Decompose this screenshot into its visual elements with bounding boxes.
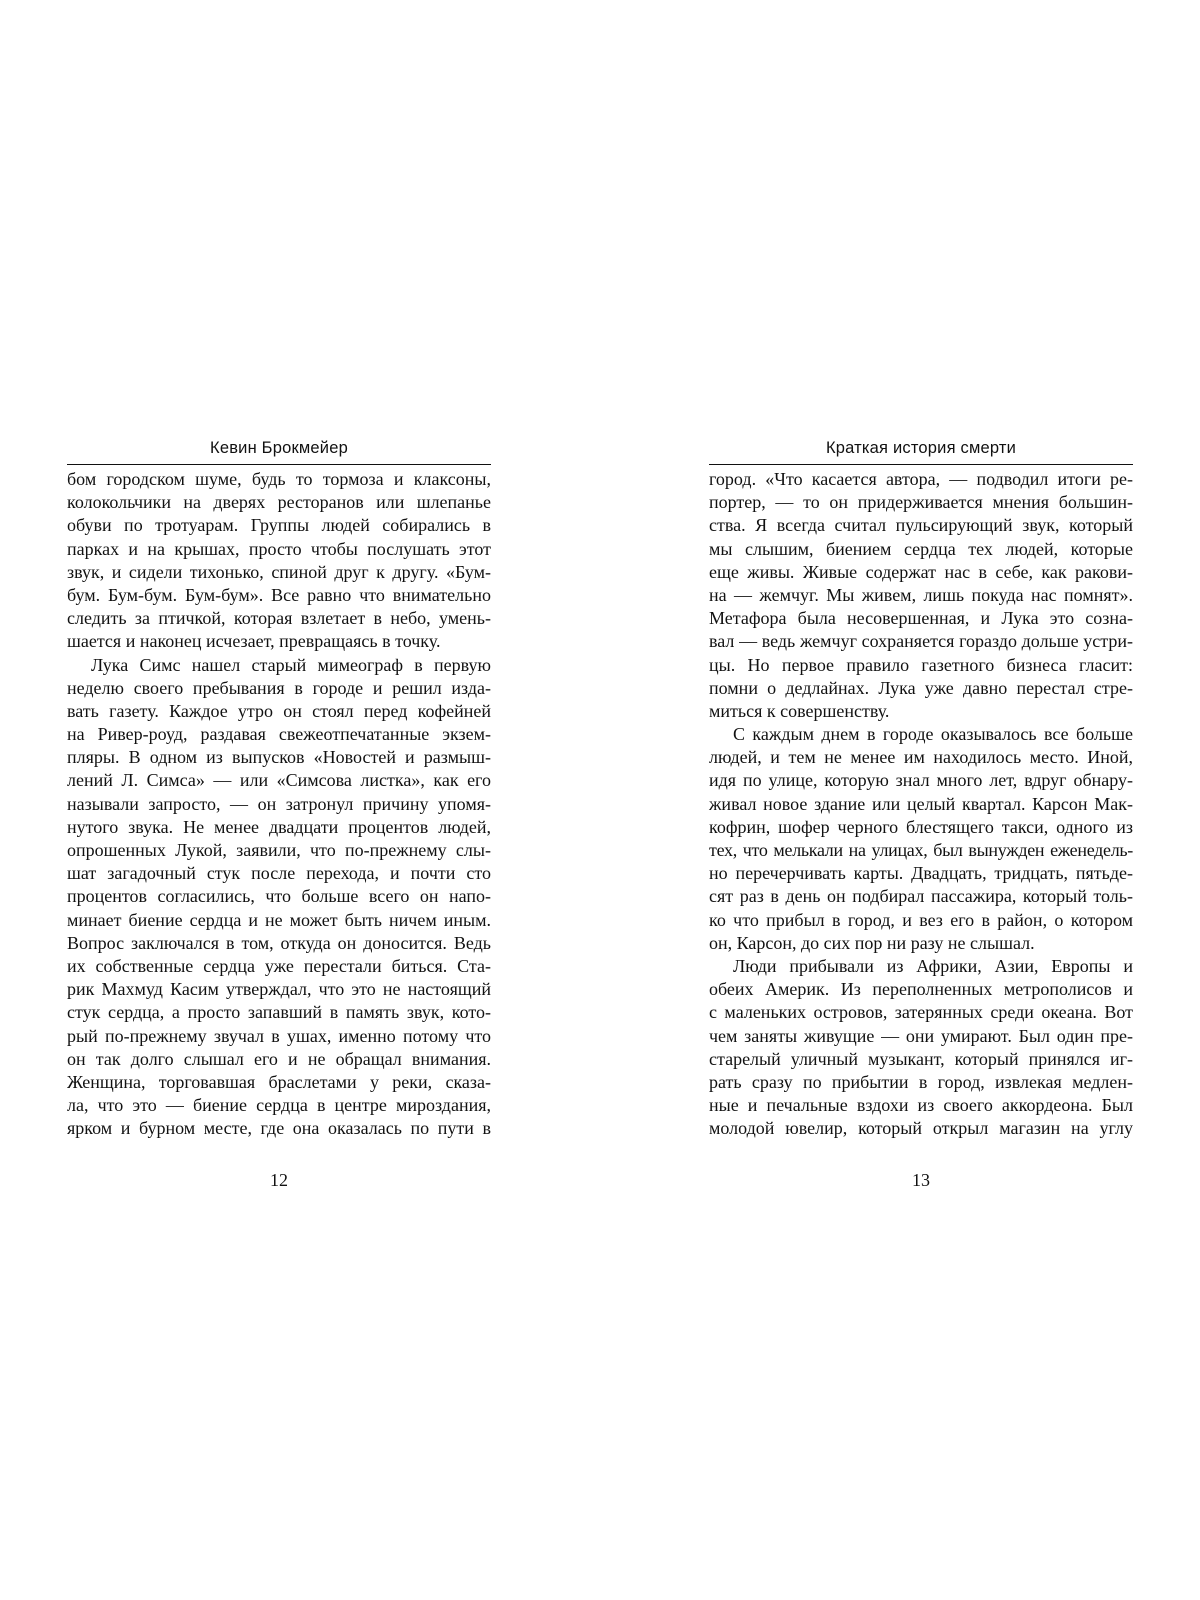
text-line: ные и печальные вздохи из своего аккордеона. Был [709,1095,1133,1116]
text-line: Метафора была несовершенная, и Лука это сознa- [709,608,1133,629]
text-line: Женщина, торговавшая браслетами у реки, сказа- [67,1071,491,1092]
text-line: Люди прибывали из Африки, Азии, Европы и [733,955,1133,976]
text-line: людей, и тем не менее им находилось место. Иной, [709,747,1133,768]
text-line: с маленьких островов, затерянных среди океана. Вот [709,1002,1133,1023]
text-line: на — жемчуг. Мы живем, лишь покуда нас помнят». [709,584,1133,605]
text-line: мы слышим, биением сердца тех людей, которые [709,538,1133,559]
text-line: еще живы. Живые содержат нас в себе, как ракови- [709,561,1133,582]
text-line: ства. Я всегда считал пульсирующий звук, который [709,515,1133,536]
text-line: следить за птичкой, которая взлетает в небо, умень- [67,608,491,629]
text-line: называли запросто, — он затронул причину упомя- [67,793,491,814]
text-line: ко что прибыл в город, и вез его в район, о котором [709,909,1133,930]
text-line: их собственные сердца уже перестали биться. Ста- [67,955,491,976]
text-line: обеих Америк. Из переполненных метрополисов и [709,979,1133,1000]
text-line: колокольчики на дверях ресторанов или шлепанье [67,492,491,513]
text-line: старелый уличный музыкант, который принялся иг- [709,1048,1133,1069]
text-line: пляры. В одном из выпусков «Новостей и размыш- [67,747,491,768]
page-number-right: 13 [912,1170,930,1190]
running-head-author: Кевин Брокмейер [67,438,491,465]
text-line: портер, — то он придерживается мнения большин- [709,492,1133,513]
text-line: рик Махмуд Касим утверждал, что это не настоящий [67,979,491,1000]
right-page-text [709,468,1133,1140]
text-line: чем заняты живущие — они умирают. Был один пре- [709,1025,1133,1046]
text-line: он, Карсон, до сих пор ни разу не слышал. [709,932,1035,953]
text-line: Лука Симс нашел старый мимеограф в первую [91,654,491,675]
text-line: процентов согласились, что больше всего он напо- [67,886,491,907]
right-page [709,438,1133,1140]
text-line: вать газету. Каждое утро он стоял перед кофейней [67,700,491,721]
text-line: сят раз в день он подбирал пассажира, который толь- [709,886,1133,907]
text-line: он так долго слышал его и не обращал внимания. [67,1048,491,1069]
text-line: молодой ювелир, который открыл магазин на углу [709,1118,1133,1139]
text-line: Вопрос заключался в том, откуда он доносится. Ведь [67,932,491,953]
text-line: стук сердца, а просто запавший в память звук, кото- [67,1002,491,1023]
text-line: нутого звука. Не менее двадцати процентов людей, [67,816,491,837]
text-line: лений Л. Симса» — или «Симсова листка», как его [67,770,491,791]
text-line: идя по улице, которую знал много лет, вдруг обнару- [709,770,1133,791]
text-line: ла, что это — биение сердца в центре мироздания, [67,1095,491,1116]
text-line: цы. Но первое правило газетного бизнеса гласит: [709,654,1133,675]
text-line: тех, что мелькали на улицах, был вынужден еженедель- [709,840,1133,860]
text-line: рый по-прежнему звучал в ушах, именно потому что [67,1025,491,1046]
text-line: шат загадочный стук после перехода, и почти сто [67,863,491,884]
running-head-title: Краткая история смерти [709,438,1133,465]
left-page [67,438,491,1140]
text-line: звук, и сидели тихонько, спиной друг к другу. «Бум- [67,561,491,582]
text-line: опрошенных Лукой, заявили, что по-прежнему слы- [67,840,491,860]
left-page-text [67,468,491,1140]
page-number-left: 12 [270,1170,288,1190]
text-line: кофрин, шофер черного блестящего такси, одного из [709,816,1133,837]
text-line: рать сразу по прибытии в город, извлекая медлен- [709,1071,1133,1092]
text-line: но перечерчивать карты. Двадцать, тридцать, пятьде- [709,863,1133,884]
text-line: вал — ведь жемчуг сохраняется гораздо дольше устри- [709,631,1133,652]
text-line: С каждым днем в городе оказывалось все больше [733,724,1133,745]
text-line: город. «Что касается автора, — подводил итоги ре- [709,469,1133,489]
text-line: шается и наконец исчезает, превращаясь в точку. [67,631,441,652]
text-line: ярком и бурном месте, где она оказалась по пути в [67,1118,491,1139]
text-line: миться к совершенству. [709,700,890,721]
text-line: бом городском шуме, будь то тормоза и клаксоны, [67,469,491,489]
text-line: неделю своего пребывания в городе и решил изда- [67,677,491,698]
text-line: бум. Бум-бум. Бум-бум». Все равно что внимательно [67,584,491,605]
text-line: живал новое здание или целый квартал. Карсон Мак- [709,793,1133,814]
text-line: парках и на крышах, просто чтобы послушать этот [67,538,491,559]
text-line: обуви по тротуарам. Группы людей собирались в [67,515,491,536]
text-line: на Ривер-роуд, раздавая свежеотпечатанные экзем- [67,724,491,745]
text-line: помни о дедлайнах. Лука уже давно перестал стре- [709,677,1133,698]
text-line: минает биение сердца и не может быть ничем иным. [67,909,491,930]
